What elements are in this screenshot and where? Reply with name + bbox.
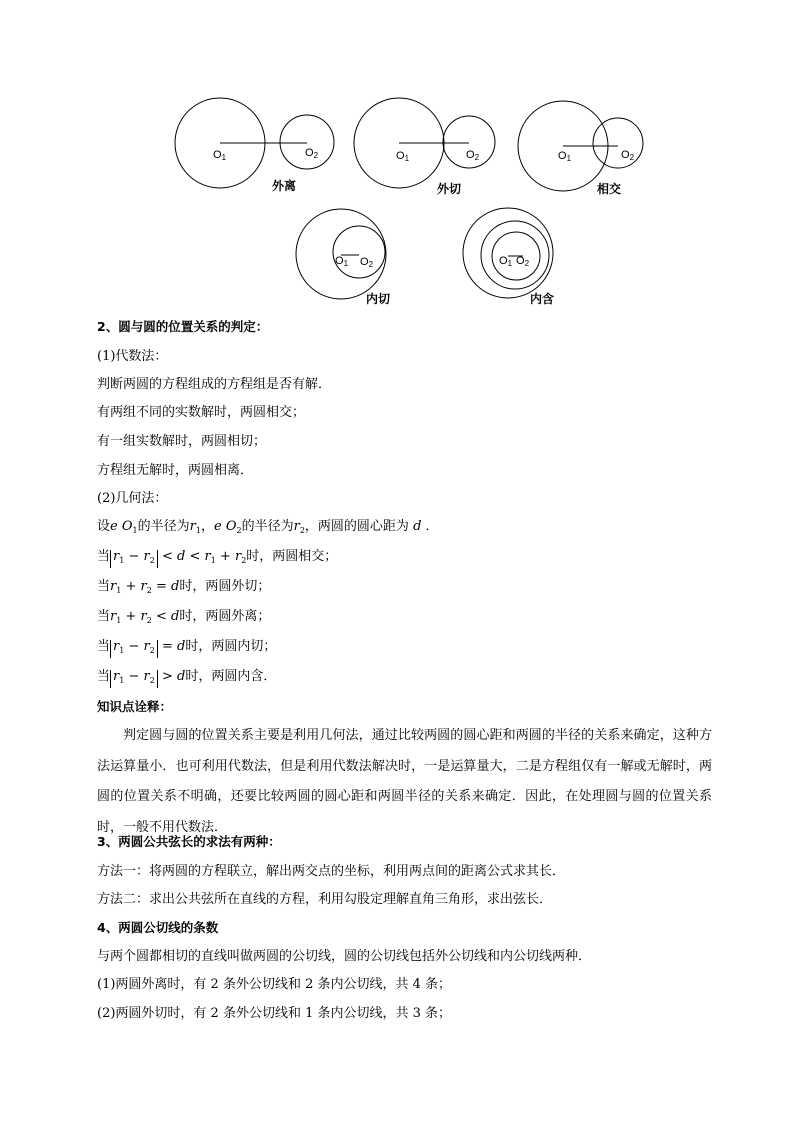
figure-caption: 相交 <box>597 182 622 196</box>
o1-label: O1 <box>558 150 572 163</box>
method-2: 方法二：求出公共弦所在直线的方程，利用勾股定理解直角三角形，求出弦长． <box>97 892 553 907</box>
figure-intersecting <box>518 101 643 191</box>
o2-label: O2 <box>516 255 530 268</box>
geometry-setup-line: 设e $O_1$的半径为$r_1$，e $O_2$的半径为$r_2$，两圆的圆心距为 d ． <box>97 519 439 535</box>
circle-o2 <box>333 226 385 278</box>
o1-label: O1 <box>335 255 349 268</box>
figure-caption: 内切 <box>366 292 391 306</box>
figure-internal-tangent <box>296 209 386 299</box>
figure-containment <box>463 208 553 298</box>
figure-external-tangent <box>354 98 495 188</box>
section-4-intro: 与两个圆都相切的直线叫做两圆的公切线，圆的公切线包括外公切线和内公切线两种． <box>97 949 592 964</box>
o1-label: O1 <box>499 255 513 268</box>
o2-label: O2 <box>360 256 374 269</box>
algebra-line: 有一组实数解时，两圆相切； <box>97 434 267 449</box>
condition-containment: 当 $r_1 - r_2 > d$时，两圆内含． <box>97 668 276 688</box>
o2-label: O2 <box>466 149 480 162</box>
note-title: 知识点诠释： <box>97 699 173 714</box>
condition-external-tangent: 当$r_1 + r_2 = d$时，两圆外切； <box>97 579 271 595</box>
o1-label: O1 <box>396 150 410 163</box>
section-3-title: 3、两圆公共弦长的求法有两种： <box>97 834 281 849</box>
condition-external-separate: 当$r_1 + r_2 < d$时，两圆外离； <box>97 609 271 625</box>
note-paragraph: 判定圆与圆的位置关系主要是利用几何法，通过比较两圆的圆心距和两圆的半径的关系来确定，这种方法运算量小．也可利用代数法，但是利用代数法解决时，一是运算量大，二是方程组仅有一解或无解时，两圆的位置关系不明确，还要比较两圆的圆心距和两圆半径的关系来确定．因此，在处理圆与圆的位置关系时，一般不用代数法． <box>97 728 712 835</box>
algebra-line: 判断两圆的方程组成的方程组是否有解． <box>97 377 332 392</box>
section-2-title: 2、圆与圆的位置关系的判定： <box>97 319 269 334</box>
o2-label: O2 <box>621 149 635 162</box>
method-1: 方法一：将两圆的方程联立，解出两交点的坐标，利用两点间的距离公式求其长． <box>97 864 566 879</box>
circle-o2 <box>593 118 643 168</box>
figure-caption: 外切 <box>437 182 462 196</box>
o1-label: O1 <box>213 149 227 162</box>
section-4-title: 4、两圆公切线的条数 <box>97 920 219 935</box>
condition-internal-tangent: 当 $r_1 - r_2 = d$时，两圆内切； <box>97 638 276 658</box>
algebra-line: 有两组不同的实数解时，两圆相交； <box>97 405 306 420</box>
circle-o2 <box>481 221 549 289</box>
circle-o2 <box>280 115 334 169</box>
condition-intersect: 当 $r_1 - r_2 < d < r_1 + r_2$时，两圆相交； <box>97 548 337 570</box>
geometry-method-title: (2)几何法： <box>97 491 168 506</box>
algebra-method-title: (1)代数法： <box>97 349 168 364</box>
algebra-line: 方程组无解时，两圆相离． <box>97 463 254 478</box>
tangent-count-item: (1)两圆外离时，有 2 条外公切线和 2 条内公切线，共 4 条； <box>97 977 452 992</box>
figure-caption: 内含 <box>530 292 555 306</box>
figure-external-separate <box>175 98 334 188</box>
circle-position-diagrams <box>0 0 794 315</box>
figure-caption: 外离 <box>272 179 297 193</box>
tangent-count-item: (2)两圆外切时，有 2 条外公切线和 1 条内公切线，共 3 条； <box>97 1006 452 1021</box>
o2-label: O2 <box>305 147 319 160</box>
circle-o1 <box>296 209 386 299</box>
